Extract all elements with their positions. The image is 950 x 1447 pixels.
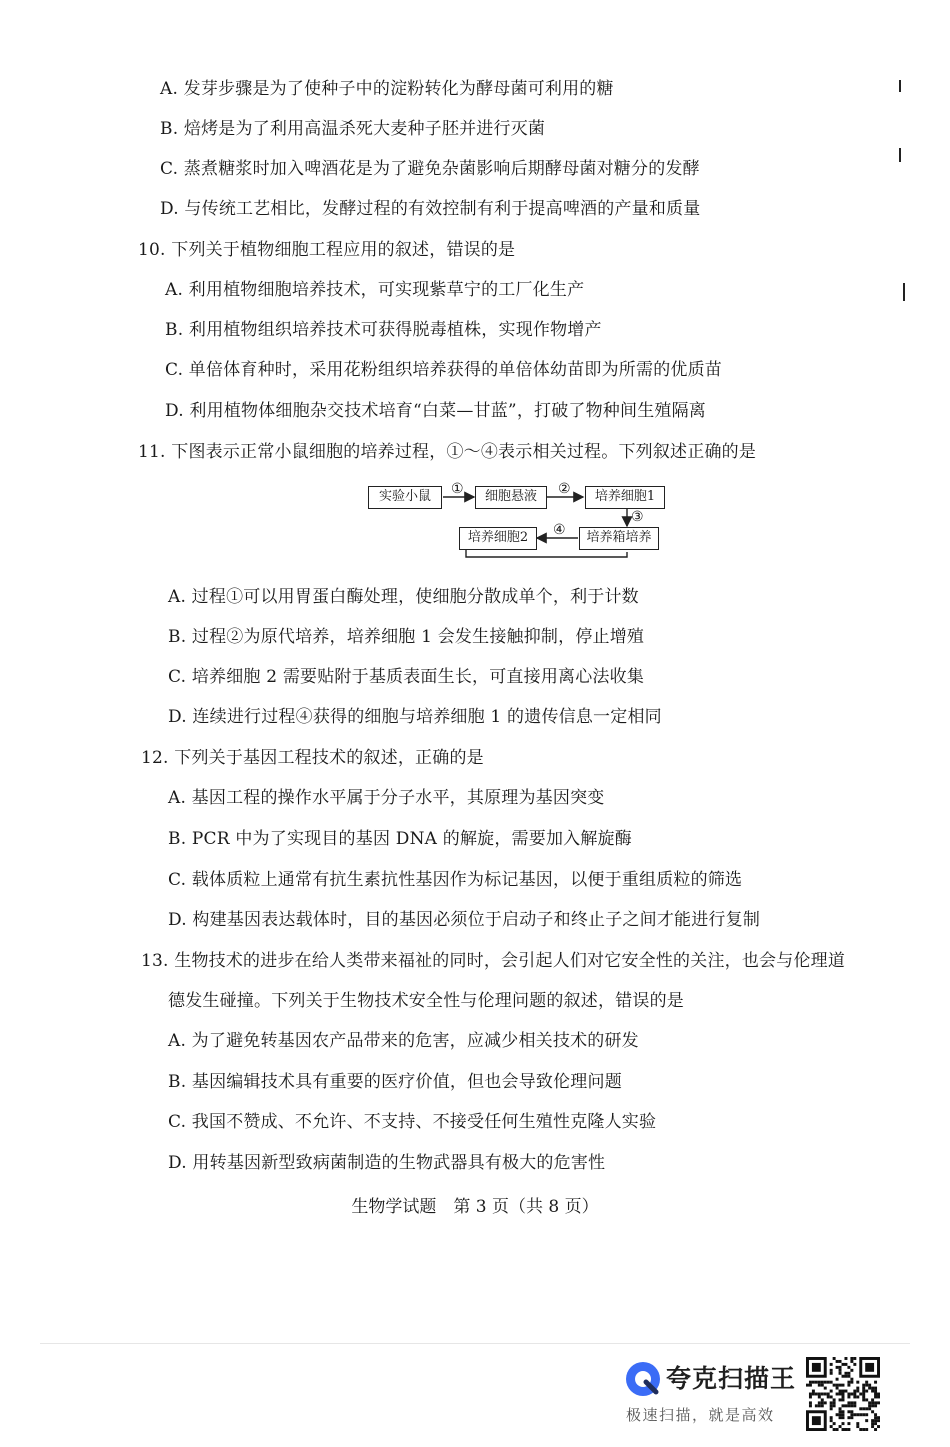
label-step-4: ④ — [553, 522, 566, 538]
q10-option-b: B. 利用植物组织培养技术可获得脱毒植株，实现作物增产 — [165, 320, 602, 340]
watermark-tagline: 极速扫描，就是高效 — [626, 1406, 775, 1424]
q11-option-a: A. 过程①可以用胃蛋白酶处理，使细胞分散成单个，利于计数 — [168, 587, 639, 607]
q9-option-a: A. 发芽步骤是为了使种子中的淀粉转化为酵母菌可利用的糖 — [160, 79, 614, 99]
scan-artifact-mark — [899, 80, 901, 92]
q12-option-a: A. 基因工程的操作水平属于分子水平，其原理为基因突变 — [168, 788, 605, 808]
q11-option-c: C. 培养细胞 2 需要贴附于基质表面生长，可直接用离心法收集 — [168, 667, 645, 687]
box-experimental-mouse: 实验小鼠 — [368, 486, 442, 509]
q13-stem-line-1: 13. 生物技术的进步在给人类带来福祉的同时，会引起人们对它安全性的关注，也会与伦理道 — [141, 951, 846, 971]
q13-stem-line-2: 德发生碰撞。下列关于生物技术安全性与伦理问题的叙述，错误的是 — [168, 991, 684, 1011]
q10-option-c: C. 单倍体育种时，采用花粉组织培养获得的单倍体幼苗即为所需的优质苗 — [165, 360, 723, 380]
q12-stem: 12. 下列关于基因工程技术的叙述，正确的是 — [141, 748, 484, 768]
label-step-1: ① — [451, 481, 464, 497]
q11-option-d: D. 连续进行过程④获得的细胞与培养细胞 1 的遗传信息一定相同 — [168, 707, 662, 727]
feedback-line — [466, 549, 627, 557]
q10-option-d: D. 利用植物体细胞杂交技术培育“白菜—甘蓝”，打破了物种间生殖隔离 — [165, 401, 707, 421]
q12-option-b: B. PCR 中为了实现目的基因 DNA 的解旋，需要加入解旋酶 — [168, 829, 632, 849]
q10-stem: 10. 下列关于植物细胞工程应用的叙述，错误的是 — [138, 240, 516, 260]
box-cultured-cells-2: 培养细胞2 — [459, 527, 537, 550]
scan-artifact-mark — [903, 283, 905, 301]
q13-option-c: C. 我国不赞成、不允许、不支持、不接受任何生殖性克隆人实验 — [168, 1112, 657, 1132]
q12-option-d: D. 构建基因表达载体时，目的基因必须位于启动子和终止子之间才能进行复制 — [168, 910, 761, 930]
q13-option-d: D. 用转基因新型致病菌制造的生物武器具有极大的危害性 — [168, 1153, 606, 1173]
box-cultured-cells-1: 培养细胞1 — [585, 486, 665, 509]
label-step-3: ③ — [631, 509, 644, 525]
q13-option-b: B. 基因编辑技术具有重要的医疗价值，但也会导致伦理问题 — [168, 1072, 622, 1092]
label-step-2: ② — [558, 481, 571, 497]
box-incubator-culture: 培养箱培养 — [579, 527, 659, 550]
quark-logo-icon — [624, 1360, 662, 1398]
q12-option-c: C. 载体质粒上通常有抗生素抗性基因作为标记基因，以便于重组质粒的筛选 — [168, 870, 743, 890]
box-cell-suspension: 细胞悬液 — [475, 486, 547, 509]
watermark-divider — [40, 1343, 910, 1344]
q9-option-b: B. 焙烤是为了利用高温杀死大麦种子胚并进行灭菌 — [160, 119, 546, 139]
scan-artifact-mark — [899, 148, 901, 162]
q9-option-c: C. 蒸煮糖浆时加入啤酒花是为了避免杂菌影响后期酵母菌对糖分的发酵 — [160, 159, 700, 179]
q11-stem: 11. 下图表示正常小鼠细胞的培养过程，①～④表示相关过程。下列叙述正确的是 — [138, 442, 757, 462]
q9-option-d: D. 与传统工艺相比，发酵过程的有效控制有利于提高啤酒的产量和质量 — [160, 199, 701, 219]
qr-code-icon — [806, 1357, 880, 1431]
watermark-brand: 夸克扫描王 — [666, 1364, 797, 1393]
page-footer: 生物学试题 第 3 页（共 8 页） — [351, 1197, 599, 1217]
q10-option-a: A. 利用植物细胞培养技术，可实现紫草宁的工厂化生产 — [165, 280, 585, 300]
q11-option-b: B. 过程②为原代培养，培养细胞 1 会发生接触抑制，停止增殖 — [168, 627, 645, 647]
q13-option-a: A. 为了避免转基因农产品带来的危害，应减少相关技术的研发 — [168, 1031, 639, 1051]
